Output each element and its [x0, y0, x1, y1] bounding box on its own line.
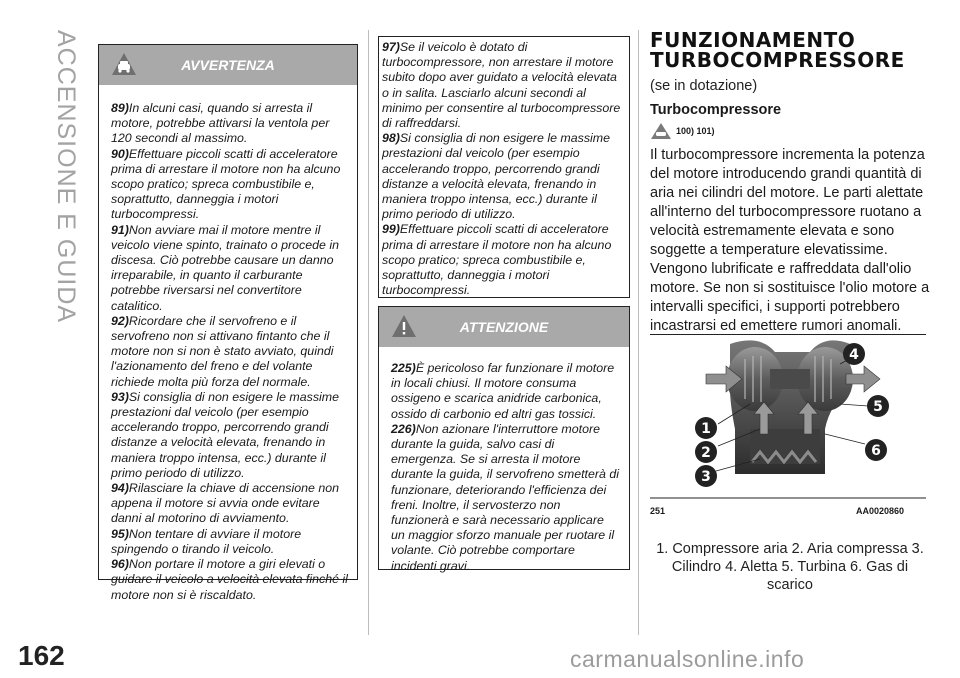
warning-references: [650, 122, 930, 140]
figure-caption: 1. Compressore aria 2. Aria compressa 3. Cilindro 4. Aletta 5. Turbina 6. Gas di scarico: [656, 541, 924, 593]
warning-box-header: [99, 45, 357, 85]
note: 91)Non avviare mai il motore mentre il veicolo viene spinto, trainato o procede in discesa. Ciò potrebbe causare un danno irreparabile, in quanto il carburante potrebbe riversarsi nel convertitore catalitico.: [111, 222, 339, 313]
reference-numbers: 100) 101): [676, 126, 715, 136]
callout-3-label: 3: [701, 469, 711, 485]
note: 90)Effettuare piccoli scatti di acceleratore prima di arrestare il motore non ha alcuno scopo pratico; spreca combustibile e, soprattutto, danneggia i motori turbocompressi.: [111, 146, 341, 222]
attention-box-header: [379, 307, 629, 347]
note: 89)In alcuni casi, quando si arresta il motore, potrebbe attivarsi la ventola per 120 secondi al massimo.: [111, 101, 330, 146]
column-divider: [368, 30, 369, 635]
column-divider: [638, 30, 639, 635]
turbocharger-figure: [650, 334, 926, 499]
note: 99)Effettuare piccoli scatti di acceleratore prima di arrestare il motore non ha alcuno scopo pratico; spreca combustibile e, soprattutto, danneggia i motori turbocompressi.: [382, 222, 612, 298]
figure-code: AA0020860: [856, 506, 905, 516]
warning-notes-continued: [382, 40, 624, 298]
callout-6-label: 6: [871, 443, 881, 459]
note: 96)Non portare il motore a giri elevati o guidare il veicolo a velocità elevata finché il motore non si è riscaldato.: [111, 557, 348, 602]
attention-notes: [391, 361, 621, 574]
section-title-line2: TURBOCOMPRESSORE: [650, 48, 905, 72]
page-number: 162: [18, 640, 65, 671]
section-subtitle: (se in dotazione): [650, 78, 758, 94]
callout-4-label: 4: [849, 347, 859, 363]
note: 226)Non azionare l'interruttore motore durante la guida, salvo casi di emergenza. Se si arresta il motore durante la guida, il servofreno smetterà di funzionare, deteriorando l'efficienza dei freni. Inoltre, il servosterzo non funzionerà e sarà necessario applicare un maggior sforzo manuale per ruotare il volante. Ciò potrebbe comportare incidenti gravi.: [391, 421, 619, 573]
chapter-sidebar: [0, 0, 84, 678]
callout-1-label: 1: [701, 421, 711, 437]
warning-box-title: AVVERTENZA: [181, 57, 275, 73]
turbo-section: [650, 30, 930, 336]
watermark: carmanualsonline.info: [570, 646, 805, 672]
attention-box-title: ATTENZIONE: [459, 319, 549, 335]
note: 97)Se il veicolo è dotato di turbocompressore, non arrestare il motore subito dopo aver guidato a velocità elevata o in salita. Lasciarlo alcuni secondi al minimo per consentire al turbocompressore di raffreddarsi.: [382, 40, 621, 131]
note: 95)Non tentare di avviare il motore spingendo o tirando il veicolo.: [111, 526, 302, 556]
subheading: Turbocompressore: [650, 102, 782, 118]
section-title-line1: FUNZIONAMENTO: [650, 28, 856, 52]
warning-notes: [111, 101, 349, 603]
callout-2-label: 2: [701, 445, 711, 461]
note: 225)È pericoloso far funzionare il motore in locali chiusi. Il motore consuma ossigeno e scarica anidride carbonica, ossido di carbonio ed altri gas tossici.: [391, 361, 615, 421]
callout-5-label: 5: [873, 399, 883, 415]
section-body: Il turbocompressore incrementa la potenza del motore introducendo grandi quantità di aria nei cilindri del motore. Le parti alettate all'interno del turbocompressore ruotano a velocità estremamente elevata e sono soggette a temperature elevatissime. Vengono lubrificate e raffreddata dall'olio motore. Se non si sostituisce l'olio motore a intervalli specifici, i supporti potrebbero incastrarsi ed emettere rumori anomali.: [650, 147, 930, 334]
chapter-title: ACCENSIONE E GUIDA: [52, 30, 80, 324]
attention-box: [378, 306, 630, 573]
warning-box: [98, 44, 358, 602]
note: 94)Rilasciare la chiave di accensione non appena il motore si avvia onde evitare danni al motorino di avviamento.: [111, 481, 339, 526]
note: 98)Si consiglia di non esigere le massime prestazioni dal veicolo (per esempio accelerando troppo, percorrendo grandi distanze a velocità elevata, frenando in maniera troppo intensa, ecc.) durante il primo periodo di utilizzo.: [382, 131, 610, 222]
figure-number: 251: [650, 506, 666, 516]
note: 92)Ricordare che il servofreno e il servofreno non si attivano fintanto che il motore non si non è stato avviato, quindi l'azionamento del freno e del volante richiede molta più forza del normale.: [111, 313, 334, 389]
car-warning-icon: [650, 122, 672, 140]
note: 93)Si consiglia di non esigere le massime prestazioni dal veicolo (per esempio accelerando troppo, percorrendo grandi distanze a velocità elevata, frenando in maniera troppo intensa, ecc.) durante il primo periodo di utilizzo.: [111, 389, 339, 480]
